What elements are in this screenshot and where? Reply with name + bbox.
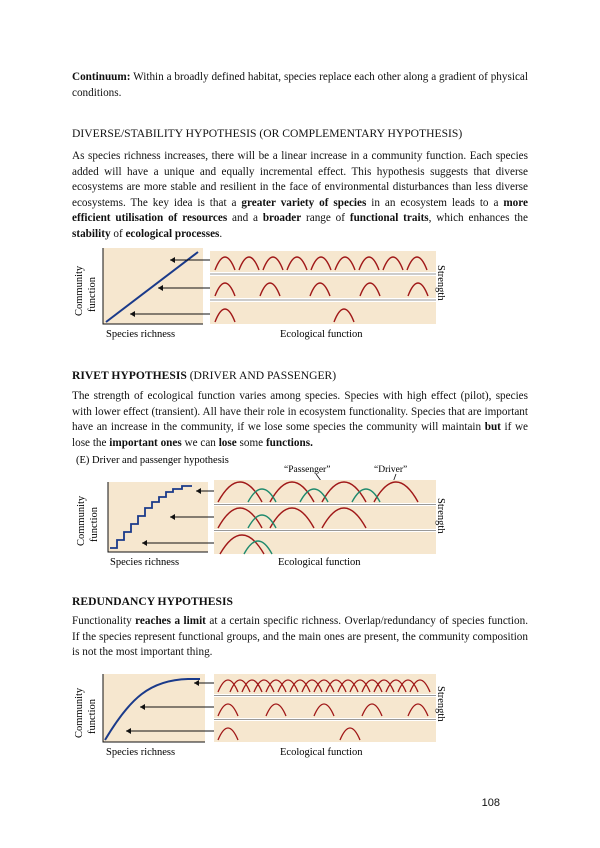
rivet-heading-bold: RIVET HYPOTHESIS [72,369,187,382]
rivet-heading-rest: (DRIVER AND PASSENGER) [186,369,337,382]
rivet-bold-1: but [484,421,501,434]
rivet-bold-2: important ones [109,436,182,449]
diverse-bold-1: greater variety of species [241,196,367,209]
diverse-text-6: of [110,227,126,240]
fig1-strip-2 [210,276,436,298]
rivet-text-1: The strength of ecological function varies among species. Species with high effect (pilot), species with lower effect (transient). All have their role in ecosystem functionality. Species that are important have an increase in the community, if we lose some species the community will maintain [72,390,528,434]
diverse-bold-4: functional traits [349,212,429,225]
redundancy-heading: REDUNDANCY HYPOTHESIS [72,595,233,608]
rivet-text-2: if we lose the [72,421,528,449]
diverse-text-7: . [219,227,223,240]
continuum-term: Continuum: [72,71,131,83]
rivet-bold-3: lose [218,436,237,449]
fig1-ylabel-1: Community [74,265,85,316]
redundancy-text-2: at a certain specific richness. Overlap/redundancy of species function. If the species represent functional groups, and the main ones are present, the community composition is not the most important thing. [72,615,529,659]
diverse-paragraph [72,149,528,243]
diverse-text-1: As species richness increases, there will be a linear increase in a community function. Each species added will have a unique and equally incremental effect. This hypothesis suggests that diverse ecosystems are more stable and resilient in the face of environmental disturbances than less diverse ecosystems. The key idea is that a [72,150,528,209]
fig1-strip-3 [210,302,436,324]
rivet-paragraph [72,389,528,451]
fig2-xlabel: Species richness [110,557,180,568]
figure-driver-passenger [70,454,450,570]
diverse-text-3: and a [227,212,263,225]
fig3-strength-label: Strength [435,686,446,722]
rivet-heading [72,368,336,383]
fig2-title: (E) Driver and passenger hypothesis [76,455,229,466]
fig3-ylabel-1: Community [74,687,85,738]
fig1-xlabel: Species richness [106,329,176,340]
fig2-passenger-label: “Passenger” [284,465,331,475]
diverse-text-4: range of [301,212,350,225]
fig3-graph-panel [103,674,205,742]
redundancy-bold-1: reaches a limit [135,615,206,627]
fig1-ylabel-2: function [87,277,98,312]
redundancy-paragraph [72,614,528,661]
diverse-bold-2: more efficient utilisation of resources [72,196,528,225]
rivet-text-4: some [236,436,266,449]
continuum-paragraph [72,70,528,101]
fig2-function-label: Ecological function [278,557,361,568]
rivet-text-3: we can [181,436,219,449]
page-number: 108 [481,797,500,809]
fig2-strip-3 [214,532,436,554]
fig3-xlabel: Species richness [106,747,176,758]
diverse-bold-5: stability [72,227,111,240]
diverse-bold-3: broader [262,212,302,225]
fig3-function-label: Ecological function [280,747,363,758]
fig2-driver-label: “Driver” [374,465,408,475]
redundancy-text-1: Functionality [72,615,136,627]
diverse-text-2: in an ecosystem leads to a [366,196,504,209]
fig2-ylabel-2: function [89,507,100,542]
diverse-heading: DIVERSE/STABILITY HYPOTHESIS (OR COMPLEMENTARY HYPOTHESIS) [72,127,463,140]
fig3-ylabel-2: function [87,699,98,734]
fig1-strength-label: Strength [435,265,446,301]
figure-diverse-stability [70,246,450,342]
figure-redundancy [70,668,450,760]
fig2-strength-label: Strength [435,498,446,534]
fig3-strip-2 [214,697,436,718]
fig1-function-label: Ecological function [280,329,363,340]
continuum-text: Within a broadly defined habitat, species replace each other along a gradient of physical conditions. [72,71,528,99]
diverse-text-5: , which enhances the [428,212,528,225]
fig3-strip-3 [214,721,436,742]
rivet-bold-4: functions. [265,436,313,449]
diverse-bold-6: ecological processes [125,227,220,240]
fig2-ylabel-1: Community [76,495,87,546]
